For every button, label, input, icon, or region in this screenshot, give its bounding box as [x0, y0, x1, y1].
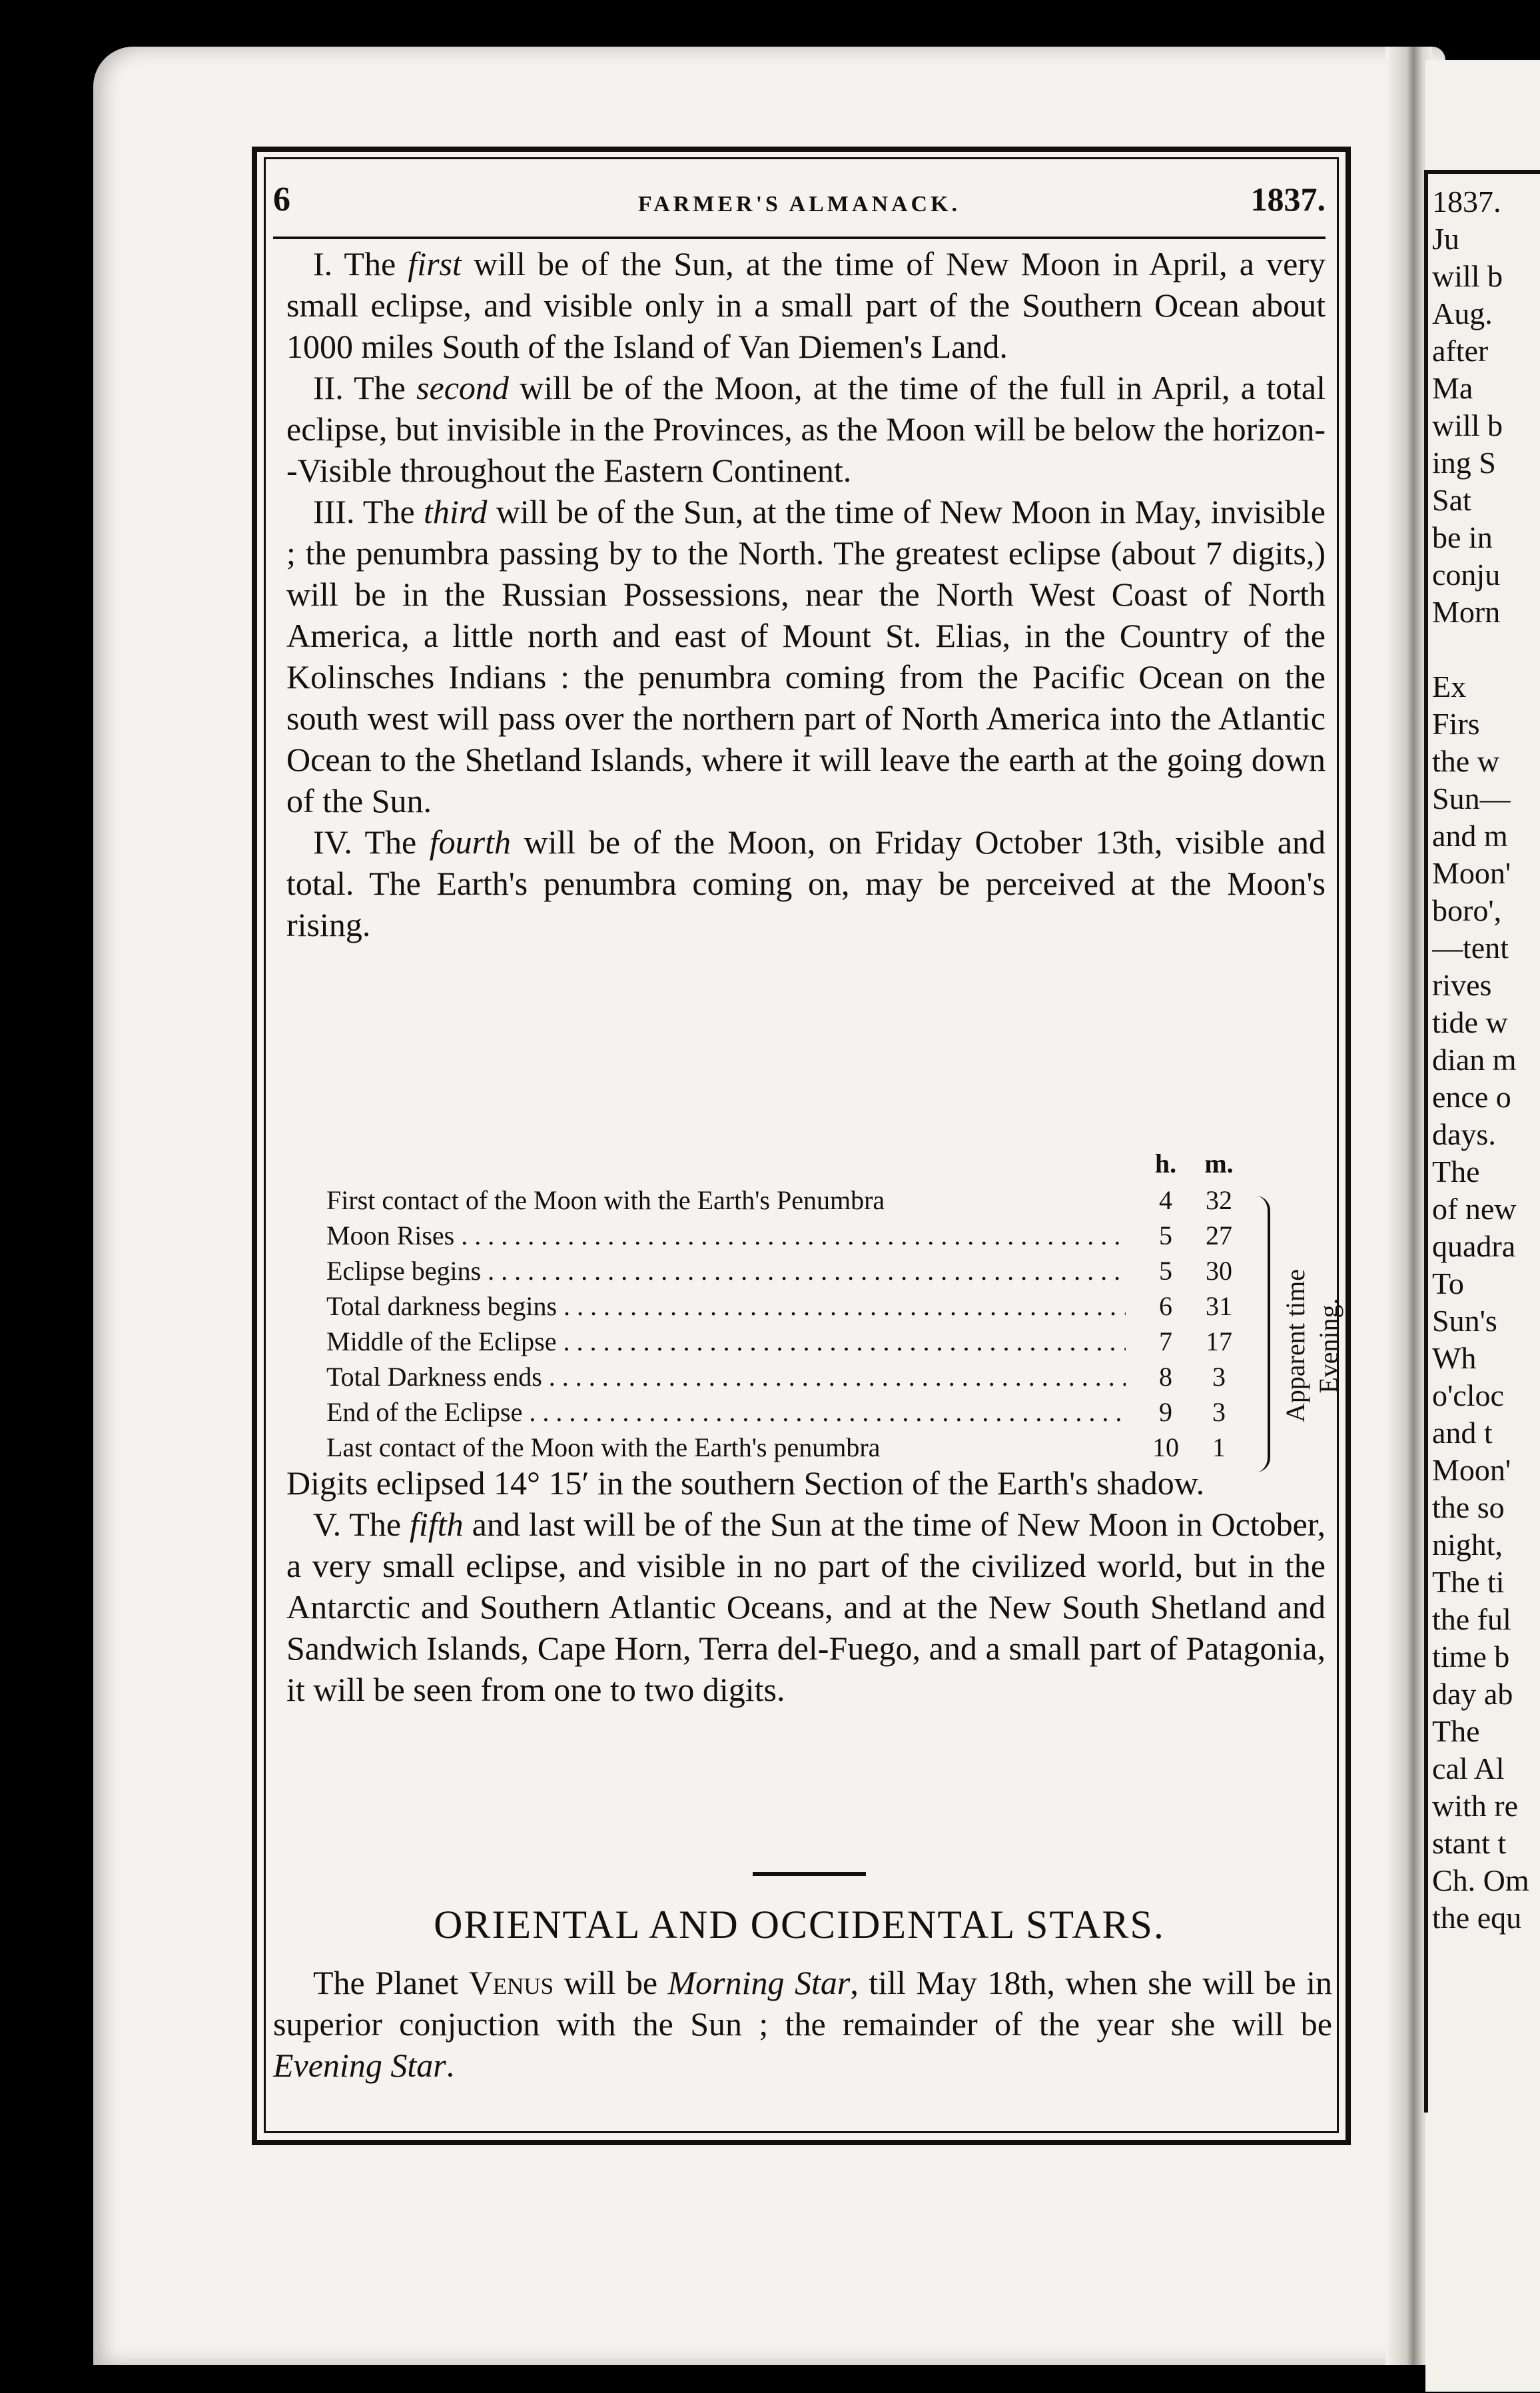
facing-page-line: night,: [1432, 1528, 1503, 1562]
facing-page-line: Aug.: [1432, 296, 1493, 330]
paragraph-lead: IV. The: [313, 823, 430, 861]
event-hour: 6: [1159, 1291, 1172, 1321]
planet-name: Venus: [468, 1964, 554, 2001]
table-row: [326, 1218, 1266, 1253]
running-header: [273, 180, 1326, 233]
facing-page-line: will b: [1432, 259, 1503, 293]
event-minute: 30: [1206, 1256, 1232, 1286]
paragraph-fourth: [286, 821, 1326, 945]
event-label: Total darkness begins . . .: [326, 1288, 1126, 1324]
paragraph-ordinal: first: [408, 245, 462, 282]
facing-page-line: [1432, 631, 1539, 668]
event-hour: 8: [1159, 1362, 1172, 1392]
event-hour: 7: [1159, 1326, 1172, 1356]
header-rule: [273, 237, 1326, 239]
facing-page-line: The: [1432, 1714, 1480, 1748]
paragraph-text: will be of the Sun, at the time of New Moon in April, a very small eclipse, and visible only in a small part of the Southern Ocean about 1000 miles South of the Island of Van Diemen's Land.: [286, 245, 1326, 365]
event-label: End of the Eclipse . . .: [326, 1394, 1126, 1430]
stars-paragraph-block: [273, 1962, 1332, 2086]
facing-page-line: time b: [1432, 1640, 1510, 1674]
facing-page-line: quadra: [1432, 1229, 1516, 1263]
evening-star: Evening Star: [273, 2047, 446, 2084]
facing-page-line: Sun—: [1432, 781, 1511, 815]
facing-page-line: conju: [1432, 558, 1501, 592]
facing-page-line: Ju: [1432, 222, 1459, 256]
event-minute: 3: [1212, 1362, 1226, 1392]
paragraph-third: [286, 491, 1326, 821]
facing-page-line: rives: [1432, 968, 1492, 1002]
paragraph-lead: III. The: [313, 493, 424, 530]
header-year: 1837.: [1250, 181, 1326, 218]
facing-page-line: the w: [1432, 744, 1499, 778]
facing-page-line: dian m: [1432, 1043, 1517, 1077]
running-title: FARMER'S ALMANACK.: [637, 192, 961, 217]
facing-page-line: day ab: [1432, 1677, 1513, 1711]
facing-page-line: and t: [1432, 1416, 1493, 1450]
brace-label: [1279, 1259, 1399, 1432]
facing-page-line: ence o: [1432, 1080, 1511, 1114]
after-table-text: [286, 1462, 1326, 1710]
facing-page-line: after: [1432, 334, 1489, 368]
event-label: First contact of the Moon with the Earth's Penumbra: [326, 1185, 885, 1215]
morning-star: Morning Star: [667, 1964, 851, 2001]
paragraph-lead: II. The: [313, 369, 417, 406]
table-row: [326, 1253, 1266, 1288]
event-label: Last contact of the Moon with the Earth's penumbra: [326, 1432, 881, 1462]
brace-label-line-2: Evening.: [1314, 1298, 1344, 1394]
event-minute: 1: [1212, 1432, 1226, 1462]
paragraph-ordinal: third: [424, 493, 488, 530]
paragraph-ordinal: second: [416, 369, 509, 406]
facing-page-line: Morn: [1432, 595, 1501, 629]
facing-page-line: the so: [1432, 1490, 1505, 1524]
facing-page-line: Sat: [1432, 483, 1471, 517]
event-hour: 9: [1159, 1397, 1172, 1427]
facing-page-line: boro',: [1432, 893, 1502, 927]
section-divider: [753, 1872, 866, 1876]
facing-page-line: and m: [1432, 819, 1508, 853]
facing-page-line: The ti: [1432, 1565, 1505, 1599]
facing-page-line: cal Al: [1432, 1751, 1505, 1785]
event-hour: 5: [1159, 1220, 1172, 1250]
facing-page-line: Wh: [1432, 1341, 1477, 1375]
facing-page-line: Ex: [1432, 670, 1467, 704]
event-label: Moon Rises . . .: [326, 1218, 1126, 1253]
paragraph-lead: V. The: [313, 1506, 410, 1543]
stars-text: .: [446, 2047, 455, 2084]
facing-page-line: the ful: [1432, 1602, 1511, 1636]
table-brace: [1256, 1196, 1270, 1472]
paragraph-first: [286, 243, 1326, 367]
facing-page-line: o'cloc: [1432, 1378, 1504, 1412]
paragraph-ordinal: fifth: [410, 1506, 464, 1543]
paragraph-second: [286, 367, 1326, 491]
table-row: [326, 1324, 1266, 1359]
event-minute: 3: [1212, 1397, 1226, 1427]
facing-page-line: Ch. Om: [1432, 1863, 1529, 1897]
paragraph-text: will be of the Moon, on Friday October 13th, visible and total. The Earth's penumbra coming on, may be perceived at the Moon's rising.: [286, 823, 1326, 943]
facing-page-line: 1837.: [1432, 185, 1501, 219]
paragraph-text: will be of the Moon, at the time of the full in April, a total eclipse, but invisible in the Provinces, as the Moon will be below the horizon--Visible throughout the Eastern Continent.: [286, 369, 1326, 489]
table-row: [326, 1430, 1266, 1465]
facing-page-line: the equ: [1432, 1901, 1522, 1935]
facing-page-line: ing S: [1432, 446, 1496, 480]
event-minute: 32: [1206, 1185, 1232, 1215]
facing-page-line: Moon': [1432, 1453, 1511, 1487]
facing-page-line: —tent: [1432, 931, 1509, 965]
stars-text: The Planet: [313, 1964, 469, 2001]
paragraph-text: and last will be of the Sun at the time of New Moon in October, a very small eclipse, and visible in no part of the civilized world, but in the Antarctic and Southern Atlantic Oceans, and at the New South Shetland and Sandwich Islands, Cape Horn, Terra del-Fuego, and a small part of Patagonia, it will be seen from one to two digits.: [286, 1506, 1326, 1708]
paragraph-fifth: [286, 1504, 1326, 1710]
facing-page-line: Moon': [1432, 856, 1511, 890]
event-minute: 17: [1206, 1326, 1232, 1356]
column-header-hours: h.: [1154, 1149, 1177, 1179]
table-row: [326, 1359, 1266, 1394]
stars-paragraph: [273, 1962, 1332, 2086]
event-label: Eclipse begins . . .: [326, 1253, 1126, 1288]
event-hour: 5: [1159, 1256, 1172, 1286]
event-label: Middle of the Eclipse . . .: [326, 1324, 1126, 1359]
section-title: ORIENTAL AND OCCIDENTAL STARS.: [434, 1903, 1165, 1947]
table-row: [326, 1394, 1266, 1430]
facing-page-line: The: [1432, 1155, 1480, 1189]
brace-label-line-1: Apparent time: [1280, 1269, 1310, 1422]
facing-page-line: with re: [1432, 1789, 1519, 1823]
page-number: 6: [273, 181, 290, 219]
facing-page-line: stant t: [1432, 1826, 1507, 1860]
facing-page-line: Sun's: [1432, 1304, 1497, 1338]
facing-page-line: Ma: [1432, 371, 1473, 405]
facing-page-line: Firs: [1432, 707, 1480, 741]
event-minute: 27: [1206, 1220, 1232, 1250]
facing-page-line: tide w: [1432, 1005, 1508, 1039]
facing-page-line: To: [1432, 1266, 1464, 1300]
table-row: [326, 1183, 1266, 1218]
event-minute: 31: [1206, 1291, 1232, 1321]
digits-eclipsed: Digits eclipsed 14° 15′ in the southern Section of the Earth's shadow.: [286, 1464, 1205, 1502]
paragraph-lead: I. The: [313, 245, 408, 282]
column-header-minutes: m.: [1204, 1149, 1234, 1179]
table-row: [326, 1288, 1266, 1324]
facing-page-line: be in: [1432, 520, 1493, 554]
facing-page-line: days.: [1432, 1117, 1496, 1151]
paragraph-text: will be of the Sun, at the time of New Moon in May, invisible ; the penumbra passing by to the North. The greatest eclipse (about 7 digits,) will be in the Russian Possessions, near the North West Coast of North America, a little north and east of Mount St. Elias, in the Country of the Kolinsches Indians : the penumbra coming from the Pacific Ocean on the south west will pass over the northern part of North America into the Atlantic Ocean to the Shetland Islands, where it will leave the earth at the going down of the Sun.: [286, 493, 1326, 819]
stars-text: will be: [554, 1964, 668, 2001]
paragraph-ordinal: fourth: [429, 823, 511, 861]
event-label: Total Darkness ends . . .: [326, 1359, 1126, 1394]
facing-page-line: will b: [1432, 408, 1503, 442]
eclipse-paragraphs: [286, 243, 1326, 945]
event-hour: 4: [1159, 1185, 1172, 1215]
facing-page-text: [1432, 183, 1539, 1937]
stars-text: , till May 18th, when she will be in superior conjuction with the Sun ; the remainder of the year she will be: [273, 1964, 1332, 2043]
facing-page-line: of new: [1432, 1192, 1517, 1226]
event-hour: 10: [1152, 1432, 1179, 1462]
